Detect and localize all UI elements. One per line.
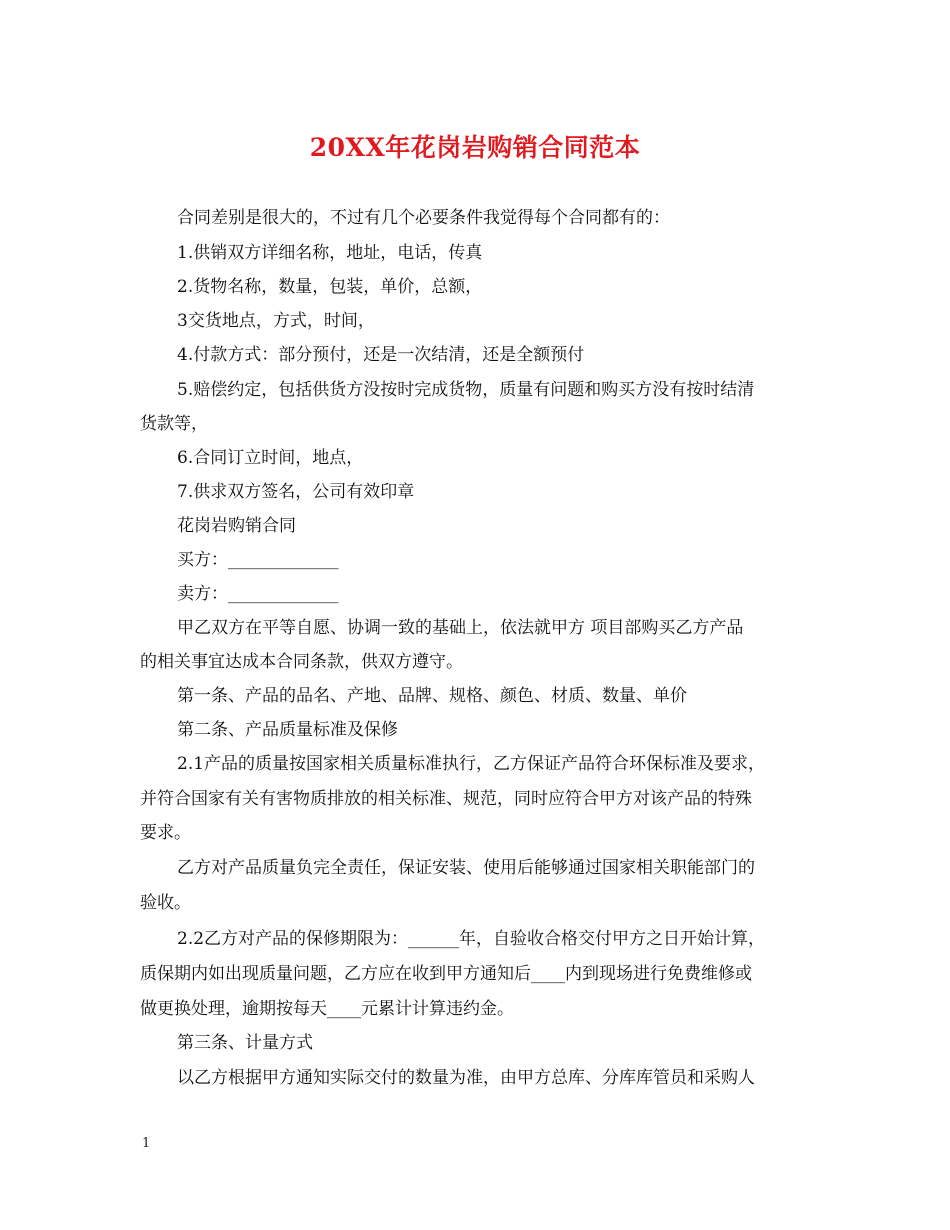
text-line: 2.1产品的质量按国家相关质量标准执行，乙方保证产品符合环保标准及要求，	[177, 754, 766, 774]
text-line: 7.供求双方签名，公司有效印章	[177, 482, 415, 502]
text-line: 3交货地点，方式，时间，	[177, 311, 375, 331]
text-line: 2.2乙方对产品的保修期限为：______年，自验收合格交付甲方之日开始计算，	[177, 929, 766, 949]
text-line: 以乙方根据甲方通知实际交付的数量为准，由甲方总库、分库库管员和采购人	[177, 1068, 755, 1088]
text-line: 5.赔偿约定，包括供货方没按时完成货物，质量有问题和购买方没有按时结清	[177, 380, 755, 400]
text-line: 要求。	[140, 823, 191, 843]
buyer-line: 买方：_____________	[177, 550, 339, 570]
text-line: 乙方对产品质量负完全责任，保证安装、使用后能够通过国家相关职能部门的	[177, 858, 755, 878]
text-line: 的相关事宜达成本合同条款，供双方遵守。	[140, 652, 463, 672]
text-line: 第一条、产品的品名、产地、品牌、规格、颜色、材质、数量、单价	[177, 686, 687, 706]
text-line: 质保期内如出现质量问题，乙方应在收到甲方通知后____内到现场进行免费维修或	[140, 964, 752, 984]
text-line: 4.付款方式：部分预付，还是一次结清，还是全额预付	[177, 345, 585, 365]
text-line: 合同差别是很大的，不过有几个必要条件我觉得每个合同都有的：	[177, 208, 670, 228]
text-line: 第二条、产品质量标准及保修	[177, 720, 398, 740]
page-number: 1	[142, 1136, 151, 1151]
document-title: 20XX年花岗岩购销合同范本	[309, 133, 641, 162]
text-line: 1.供销双方详细名称，地址，电话，传真	[177, 243, 483, 263]
text-line: 并符合国家有关有害物质排放的相关标准、规范，同时应符合甲方对该产品的特殊	[140, 789, 752, 809]
text-line: 做更换处理，逾期按每天____元累计计算违约金。	[140, 999, 514, 1019]
text-line: 甲乙双方在平等自愿、协调一致的基础上，依法就甲方 项目部购买乙方产品	[177, 618, 744, 638]
text-line: 6.合同订立时间，地点，	[177, 448, 364, 468]
text-line: 验收。	[140, 893, 191, 913]
text-line: 花岗岩购销合同	[177, 516, 296, 536]
text-line: 第三条、计量方式	[177, 1033, 313, 1053]
text-line: 货款等，	[140, 414, 208, 434]
seller-line: 卖方：_____________	[177, 584, 339, 604]
text-line: 2.货物名称，数量，包装，单价，总额，	[177, 277, 483, 297]
